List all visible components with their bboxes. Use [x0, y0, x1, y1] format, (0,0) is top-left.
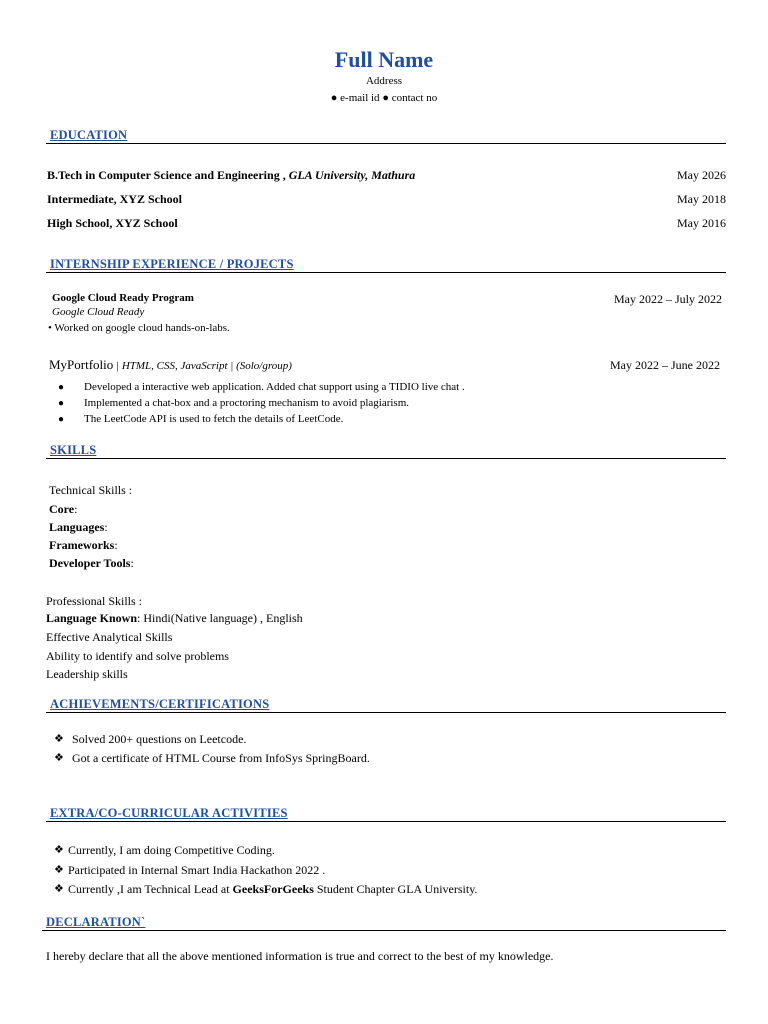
skill-dev-tools: Developer Tools:: [49, 556, 134, 570]
activity-item: Currently, I am doing Competitive Coding.: [68, 843, 275, 857]
bullet-icon: ●: [58, 414, 65, 425]
contact-number: contact no: [391, 92, 438, 104]
skill-frameworks: Frameworks:: [49, 538, 118, 552]
diamond-bullet-icon: ❖: [54, 883, 64, 895]
project-point: • Worked on google cloud hands-on-labs.: [48, 322, 230, 334]
section-heading-activities: EXTRA/CO-CURRICULAR ACTIVITIES: [46, 806, 726, 822]
section-heading-experience: INTERNSHIP EXPERIENCE / PROJECTS: [46, 257, 726, 273]
contact-line: [0, 92, 768, 104]
address: Address: [365, 75, 403, 87]
section-heading-skills: SKILLS: [46, 443, 726, 459]
bullet-icon: ●: [330, 92, 338, 104]
project-date: May 2022 – June 2022: [610, 358, 720, 372]
education-date: May 2016: [677, 216, 726, 230]
email: e-mail id: [340, 92, 380, 104]
achievement-item: Solved 200+ questions on Leetcode.: [72, 732, 247, 746]
bullet-icon: ●: [58, 382, 65, 393]
project-point: Implemented a chat-box and a proctoring mechanism to avoid plagiarism.: [84, 397, 410, 409]
bullet-icon: ●: [382, 92, 389, 104]
education-row: B.Tech in Computer Science and Engineering , GLA University, Mathura: [47, 168, 416, 182]
education-date: May 2018: [677, 192, 726, 206]
project-tech: | HTML, CSS, JavaScript | (Solo/group): [113, 360, 292, 372]
education-row: High School, XYZ School: [47, 216, 178, 230]
project-title: MyPortfolio: [49, 357, 114, 372]
professional-skill: Leadership skills: [46, 667, 128, 681]
project-point: The LeetCode API is used to fetch the details of LeetCode.: [84, 413, 344, 425]
technical-skills-label: Technical Skills :: [49, 483, 133, 497]
activity-item: Currently ,I am Technical Lead at GeeksForGeeks Student Chapter GLA University.: [68, 882, 478, 896]
project-title: Google Cloud Ready Program: [52, 292, 194, 304]
resume-name: Full Name: [334, 47, 434, 72]
diamond-bullet-icon: ❖: [54, 844, 64, 856]
skill-languages: Languages:: [49, 520, 108, 534]
language-known: Language Known: Hindi(Native language) , English: [46, 611, 303, 625]
diamond-bullet-icon: ❖: [54, 752, 64, 764]
education-row: Intermediate, XYZ School: [47, 192, 182, 206]
project-date: May 2022 – July 2022: [614, 292, 722, 306]
section-heading-education: EDUCATION: [46, 128, 726, 144]
diamond-bullet-icon: ❖: [54, 864, 64, 876]
section-heading-achievements: ACHIEVEMENTS/CERTIFICATIONS: [46, 697, 726, 713]
declaration-text: I hereby declare that all the above mentioned information is true and correct to the best of my knowledge.: [46, 949, 554, 963]
diamond-bullet-icon: ❖: [54, 733, 64, 745]
institute: GLA University, Mathura: [288, 168, 416, 182]
professional-skills-label: Professional Skills :: [46, 594, 143, 608]
section-heading-declaration: DECLARATION`: [42, 915, 726, 931]
education-date: May 2026: [677, 168, 726, 182]
activity-item: Participated in Internal Smart India Hackathon 2022 .: [68, 863, 326, 877]
project-subtitle: Google Cloud Ready: [52, 306, 145, 318]
project-title-line: [49, 357, 292, 373]
achievement-item: Got a certificate of HTML Course from InfoSys SpringBoard.: [72, 751, 370, 765]
professional-skill: Ability to identify and solve problems: [46, 649, 229, 663]
professional-skill: Effective Analytical Skills: [46, 630, 173, 644]
skill-core: Core:: [49, 502, 78, 516]
bullet-icon: ●: [58, 398, 65, 409]
project-point: Developed a interactive web application. Added chat support using a TIDIO live chat .: [84, 381, 465, 393]
